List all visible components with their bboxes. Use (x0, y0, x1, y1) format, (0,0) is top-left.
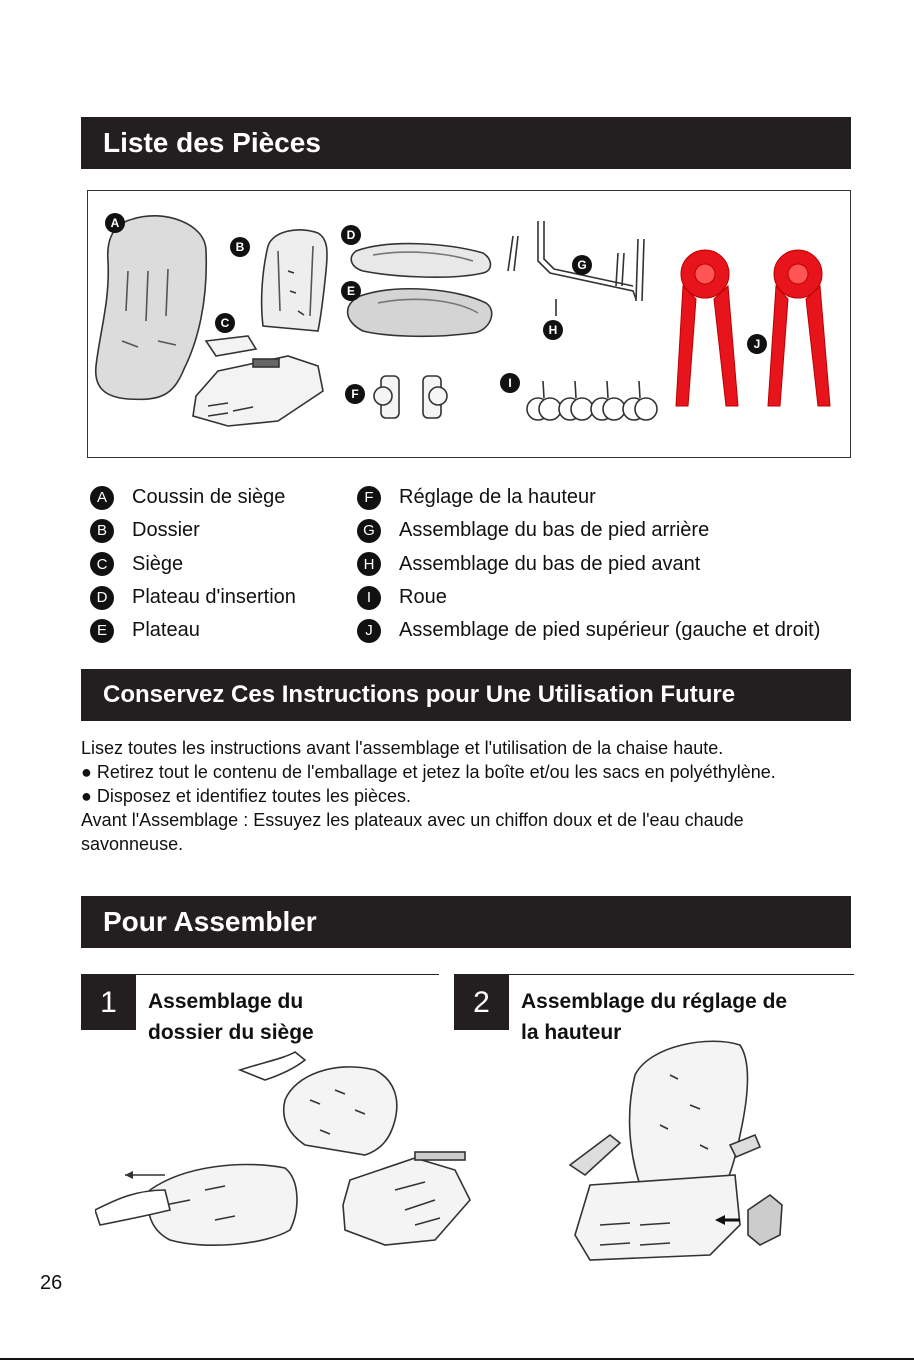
step-1-title-line2: dossier du siège (148, 1021, 314, 1044)
part-f-height-adjust (374, 376, 447, 418)
legend-label: Dossier (132, 519, 200, 542)
step-1-illustration (95, 1040, 495, 1260)
step-1-title-line1: Assemblage du (148, 990, 304, 1013)
callout-i: I (508, 376, 512, 390)
instructions-text (81, 736, 871, 856)
callout-c: C (220, 316, 230, 330)
callout-d: D (346, 228, 356, 242)
legend-label: Assemblage du bas de pied avant (399, 552, 701, 575)
part-a-cushion (96, 216, 207, 400)
parts-drawing (88, 191, 852, 459)
legend-badge: G (357, 519, 381, 543)
part-j-upper-legs (676, 250, 830, 406)
parts-illustration (87, 190, 851, 458)
legend-item (90, 614, 296, 647)
legend-badge: B (90, 519, 114, 543)
legend-item (90, 481, 296, 514)
legend-badge: H (357, 552, 381, 576)
legend-label: Plateau d'insertion (132, 585, 296, 608)
assemble-header (81, 896, 851, 948)
legend-item (90, 514, 296, 547)
step-2-illustration (560, 1035, 790, 1280)
part-e-tray (348, 289, 492, 337)
parts-list-header (81, 117, 851, 169)
part-b-backrest (262, 230, 327, 331)
legend-label: Siège (132, 552, 184, 575)
legend-item (357, 548, 820, 581)
callout-b: B (235, 240, 245, 254)
step-2-title-line2: la hauteur (521, 1021, 622, 1044)
legend-label: Assemblage du bas de pied arrière (399, 519, 710, 542)
keep-instructions-title: Conservez Ces Instructions pour Une Utilisation Future (103, 681, 736, 708)
legend-badge: F (357, 486, 381, 510)
keep-instructions-header (81, 669, 851, 721)
callout-a: A (110, 216, 120, 230)
legend-item (357, 514, 820, 547)
legend-label: Coussin de siège (132, 486, 286, 508)
bottom-rule (0, 1358, 914, 1360)
callout-e: E (346, 284, 356, 298)
parts-list-title: Liste des Pièces (103, 127, 321, 158)
step-1-number: 1 (81, 975, 136, 1030)
callout-f: F (351, 387, 359, 401)
legend-label: Assemblage de pied supérieur (gauche et droit) (399, 619, 821, 642)
legend-item (357, 581, 820, 614)
part-i-wheels (527, 381, 657, 420)
legend-item (357, 481, 820, 514)
legend-label: Plateau (132, 619, 200, 642)
legend-item (90, 581, 296, 614)
legend-badge: I (357, 586, 381, 610)
legend-badge: C (90, 552, 114, 576)
callout-h: H (548, 323, 558, 337)
page-number: 26 (40, 1272, 63, 1294)
parts-legend-left (90, 481, 296, 647)
step-1-title (148, 986, 314, 1048)
legend-item (357, 614, 820, 647)
part-c-seat (193, 336, 323, 426)
callout-j: J (753, 337, 761, 351)
parts-legend-right (357, 481, 820, 647)
legend-badge: D (90, 586, 114, 610)
instruction-line: Lisez toutes les instructions avant l'assemblage et l'utilisation de la chaise haute. (81, 738, 724, 758)
part-d-insert-tray (351, 244, 490, 278)
instruction-line: Avant l'Assemblage : Essuyez les plateaux avec un chiffon doux et de l'eau chaude savonneuse. (81, 810, 744, 854)
step-2-rule (454, 974, 854, 975)
legend-label: Réglage de la hauteur (399, 486, 596, 508)
step-2-title-line1: Assemblage du réglage de (521, 990, 788, 1013)
legend-badge: E (90, 619, 114, 643)
legend-badge: J (357, 619, 381, 643)
callout-g: G (577, 258, 587, 272)
legend-label: Roue (399, 585, 447, 608)
assemble-title: Pour Assembler (103, 906, 317, 937)
step-2-number: 2 (454, 975, 509, 1030)
legend-item (90, 548, 296, 581)
instruction-line: ● Disposez et identifiez toutes les pièces. (81, 786, 412, 806)
legend-badge: A (90, 486, 114, 510)
instruction-line: ● Retirez tout le contenu de l'emballage et jetez la boîte et/ou les sacs en polyéthylène. (81, 762, 776, 782)
